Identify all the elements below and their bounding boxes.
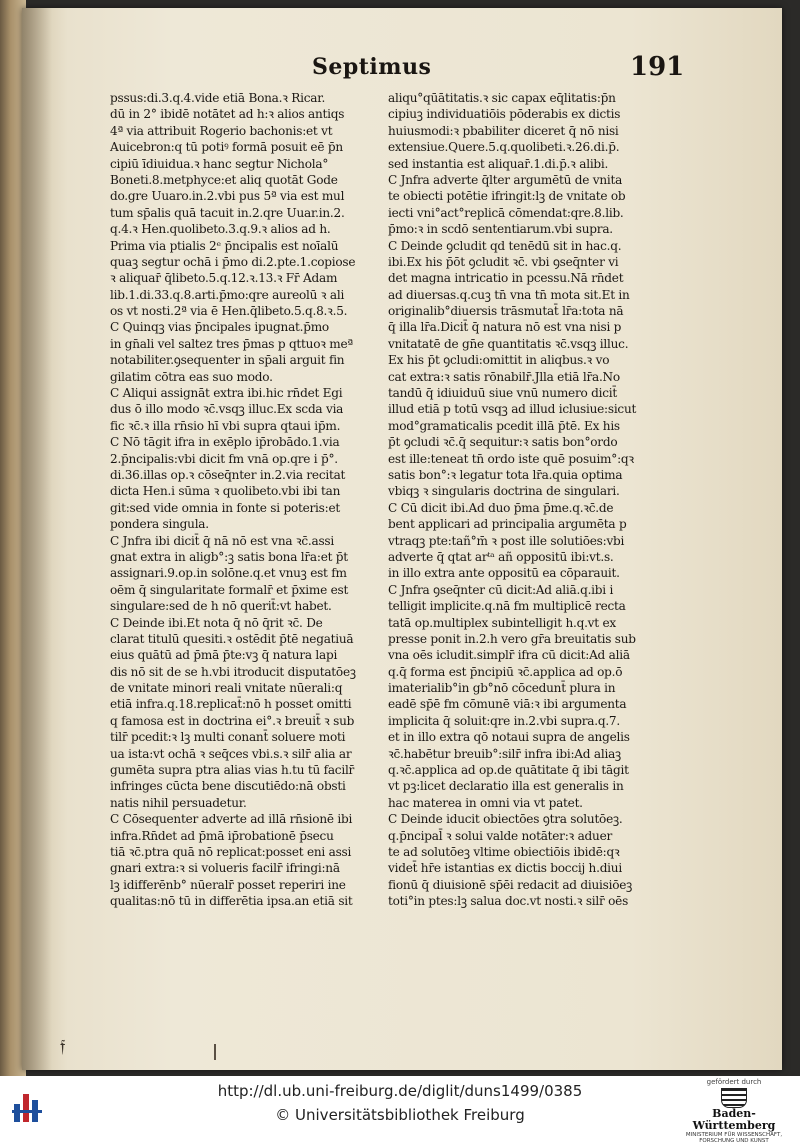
text-line: p̄mo:ꝛ in scdō sententiarum.vbi supra. [388,222,613,237]
gutter-shadow [22,8,52,1070]
text-line: et in illo extra qō notaui supra de angelis [388,730,630,745]
text-line: illud etiā p totū vsqꝫ ad illud iclusiue:sicut [388,402,637,417]
text-line: aliqu°qūātitatis.ꝛ sic capax eq̄litatis:p̄n [388,91,616,105]
text-line: mod°gramaticalis pcedit illā p̄tē. Ex his [388,418,620,433]
text-line: infra.Rn̄det ad p̄mā ip̄robationē p̄secu [110,828,334,843]
text-line: Prima via ptialis 2ᵉ p̄ncipalis est noīalū [110,238,339,253]
text-line: ꝛ aliquar̄ q̄libeto.5.q.12.ꝛ.13.ꝛ Fr̄ Adam [110,271,338,286]
text-line: p̄t ꝯcludi ꝛc̄.q̄ sequitur:ꝛ satis bon°ordo [388,435,618,450]
text-line: dicta Hen.i sūma ꝛ quolibeto.vbi ibi tan [110,484,341,499]
text-line: C Aliqui assignāt extra ibi.hic rn̄det Egi [110,386,343,401]
text-line: oēm q̄ singularitate formalr̄ et p̄xime est [110,582,349,597]
text-line: eadē sp̄ē fm cōmunē viā:ꝛ ibi argumenta [388,697,627,712]
text-line: dus ō illo modo ꝛc̄.vsqꝫ illuc.Ex scda via [110,402,344,417]
text-line: notabiliter.ꝯsequenter in sp̄ali arguit fin [110,353,345,368]
text-line: pondera singula. [110,517,209,532]
text-line: in illo extra ante oppositū ea cōparauit. [388,566,620,581]
text-line: git:sed vide omnia in fonte si poteris:et [110,500,340,515]
sponsor-logo [674,1078,794,1144]
text-line: tandū q̄ idiuiduū siue vnū numero dicit̄ [388,386,617,401]
text-line: fionū q̄ diuisionē sp̄ēi redacit ad diuisiōeꝫ [388,877,633,892]
text-line: tiā ꝛc̄.ptra quā nō replicat:posset eni assi [110,844,352,859]
text-line: bent applicari ad principalia argumēta p [388,517,627,532]
text-line: videt̄ hr̄e istantias ex dictis boccij h.diui [388,861,622,876]
text-line: C Jnfra adverte q̄lter argumētū de vnita [388,172,623,187]
text-line: vnitatatē de gn̄e quantitatis ꝛc̄.vsqꝫ illuc. [388,336,629,351]
left-text-column [110,90,380,910]
text-line: gilatim cōtra eas suo modo. [110,369,273,384]
text-line: Ex his p̄t ꝯcludi:omittit in aliqbus.ꝛ vo [388,353,610,368]
text-line: satis bon°:ꝛ legatur tota lr̄a.quia optima [388,467,623,482]
text-line: 4ª via attribuit Rogerio bachonis:et vt [110,123,333,138]
copyright-notice: © Universitätsbibliothek Freiburg [275,1106,525,1124]
text-line: cat extra:ꝛ satis rōnabilr̄.Jlla etiā lr̄a.No [388,369,620,384]
text-line: natis nihil persuadetur. [110,795,247,810]
text-line: eius quātū ad p̄mā p̄te:vꝫ q̄ natura lapi [110,648,338,663]
text-line: C Jnfra ibi dicit̄ q̄ nā nō est vna ꝛc̄.assi [110,533,334,548]
text-line: gnat extra in aligb°:ꝫ satis bona lr̄a:et p̄t [110,549,348,564]
text-line: C Cōsequenter adverte ad illā rn̄sionē ibi [110,812,353,827]
text-line: C Cū dicit ibi.Ad duo p̄ma p̄me.q.ꝛc̄.de [388,500,614,515]
text-line: huiusmodi:ꝛ pbabiliter diceret q̄ nō nisi [388,123,619,138]
text-line: telligit implicite.q.nā fm multiplicē recta [388,599,626,614]
text-line: gnari extra:ꝛ si volueris facilr̄ ifringi:nā [110,861,340,876]
text-line: dū in 2° ibidē notātet ad h:ꝛ alios antiqs [110,107,345,122]
text-line: lꝫ idifferēnb° nūeralr̄ posset reperiri ine [110,877,346,892]
text-line: quaꝫ segtur ochā i p̄mo di.2.pte.1.copiose [110,254,356,269]
text-line: tum sp̄alis quā tacuit in.2.qre Uuar.in.2. [110,205,345,220]
text-line: ad diuersas.q.cuꝫ tn̄ vna tn̄ mota sit.Et in [388,287,630,302]
text-line: lib.1.di.33.q.8.arti.p̄mo:qre aureolū ꝛ ali [110,287,345,302]
text-line: extensiue.Quere.5.q.quolibeti.ꝛ.26.di.p̄. [388,140,620,155]
text-line: q.q̄ forma est p̄ncipiū ꝛc̄.applica ad op.ō [388,664,623,679]
text-line: os vt nosti.2ª via ē Hen.q̄libeto.5.q.8.ꝛ.5. [110,304,348,319]
text-line: te obiecti potētie ifringit:lꝫ de vnitate ob [388,189,626,204]
text-line: in gn̄ali vel saltez tres p̄mas p qttuoꝛ meª [110,336,353,351]
viewer-footer [0,1076,800,1144]
text-line: q̄ illa lr̄a.Dicit̄ q̄ natura nō est vna nisi p [388,320,622,335]
text-line: det magna intricatio in pcessu.Nā rn̄det [388,271,624,286]
sponsor-name: Baden-Württemberg [692,1107,776,1132]
text-line: infringes cūcta bene discutiēdo:nā obsti [110,779,346,794]
text-line: toti°in ptes:lꝫ salua doc.vt nosti.ꝛ silr̄ oēs [388,894,629,909]
right-text-column [388,90,658,910]
text-line: C Quinqꝫ vias p̄ncipales ipugnat.p̄mo [110,320,329,335]
text-line: ibi.Ex his p̄ōt ꝯcludit ꝛc̄. vbi ꝯseq̄nter vi [388,254,619,269]
running-head: Septimus [312,54,432,80]
text-line: clarat titulū quesiti.ꝛ ostēdit p̄tē negatiuā [110,631,354,646]
text-line: cipiuꝫ individuatiōis pōderabis ex dictis [388,107,621,122]
text-line: gumēta supra ptra alias vias h.tu tū facilr̄ [110,763,355,778]
text-line: C Jnfra ꝯseq̄nter cū dicit:Ad aliā.q.ibi i [388,582,614,597]
text-line: tatā op.multiplex subintelligit h.q.vt ex [388,615,616,630]
sponsor-ministry: MINISTERIUM FÜR WISSENSCHAFT, FORSCHUNG UND KUNST [685,1132,783,1144]
text-line: C Deinde ꝯcludit qd tenēdū sit in hac.q. [388,238,622,253]
text-line: te ad solutōeꝫ vltime obiectiōis ibidē:qꝛ [388,844,620,859]
text-line: C Deinde iducit obiectōes ꝯtra solutōeꝫ. [388,812,623,827]
text-line: presse ponit in.2.h vero gr̄a breuitatis sub [388,631,636,646]
text-line: cipiū īdiuidua.ꝛ hanc segtur Nichola° [110,156,329,171]
text-line: qualitas:nō tū in differētia ipsa.an etiā sit [110,894,353,909]
text-line: assignari.9.op.in solōne.q.et vnuꝫ est fm [110,566,347,581]
text-line: q.p̄ncipal̄ ꝛ solui valde notāter:ꝛ aduer [388,828,613,843]
text-line: imaterialib°in gb°nō cōcedunt̄ plura in [388,681,616,696]
text-line: 2.p̄ncipalis:vbi dicit fm vnā op.qre i p̄°. [110,451,338,466]
text-line: q.4.ꝛ Hen.quolibeto.3.q.9.ꝛ alios ad h. [110,222,331,237]
text-line: originalib°diuersis trāsmutat̄ lr̄a:tota nā [388,304,624,319]
text-line: ꝛc̄.habētur breuib°:silr̄ infra ibi:Ad aliaꝫ [388,746,621,761]
text-line: ua ista:vt ochā ꝛ seq̄ces vbi.s.ꝛ silr̄ alia ar [110,746,352,761]
text-line: q.ꝛc̄.applica ad op.de quātitate q̄ ibi tāgit [388,763,629,778]
permalink-url[interactable]: http://dl.ub.uni-freiburg.de/diglit/duns1499/0385 [217,1082,583,1100]
text-line: singulare:sed de h nō querit̄:vt habet. [110,599,332,614]
text-line: Boneti.8.metphyce:et aliq quotāt Gode [110,172,338,187]
text-line: C Deinde ibi.Et nota q̄ nō q̄rit ꝛc̄. De [110,615,323,630]
text-line: Auicebron:q tū potiꝰ formā posuit eē p̄n [110,140,343,155]
marginal-annotation: 𝔣 [60,1036,66,1057]
text-line: sed instantia est aliquar̄.1.di.p̄.ꝛ alibi. [388,156,609,171]
text-line: tilr̄ pcedit:ꝛ lꝫ multi conant̄ soluere moti [110,730,346,745]
text-line: di.36.illas op.ꝛ cōseq̄nter in.2.via recitat [110,467,346,482]
text-line: vtraqꝫ pte:tañ°m̄ ꝛ post ille solutiōes:vbi [388,533,625,548]
text-line: hac materea in omni via vt patet. [388,795,583,810]
text-line: dis nō sit de se h.vbi itroducit disputatōeꝫ [110,664,356,679]
text-line: adverte q̄ qtat arᵗᵃ añ oppositū ibi:vt.s. [388,549,614,564]
coat-of-arms-icon [721,1088,747,1108]
text-line: de vnitate minori reali vnitate nūerali:q [110,681,343,696]
text-line: vt pꝫ:licet declaratio illa est generalis in [388,779,624,794]
text-line: q famosa est in doctrina ei°.ꝛ breuit̄ ꝛ sub [110,713,355,728]
text-line: etiā infra.q.18.replicat̄:nō h posset omitti [110,697,352,712]
text-line: vbiqꝫ ꝛ singularis doctrina de singulari. [388,484,620,499]
text-line: implicita q̄ soluit:qre in.2.vbi supra.q.7. [388,713,620,728]
text-line: fic ꝛc̄.ꝛ illa rn̄sio hī vbi supra qtaui ip̄m. [110,418,341,433]
margin-tick-mark [214,1044,216,1060]
text-line: pssus:di.3.q.4.vide etiā Bona.ꝛ Ricar. [110,91,326,105]
text-line: est ille:teneat tn̄ ordo iste quē posuim°:qꝛ [388,451,634,466]
sponsor-caption: gefördert durch [706,1078,762,1086]
text-line: iecti vni°act°replicā cōmendat:qre.8.lib. [388,205,624,220]
text-line: do.gre Uuaro.in.2.vbi pus 5ª via est mul [110,189,345,204]
book-page [22,8,782,1070]
folio-number: 191 [630,52,685,82]
text-line: vna oēs icludit.simplr̄ ifra cū dicit:Ad aliā [388,648,630,663]
text-line: C Nō tāgit ifra in exēplo ip̄robādo.1.via [110,435,340,450]
